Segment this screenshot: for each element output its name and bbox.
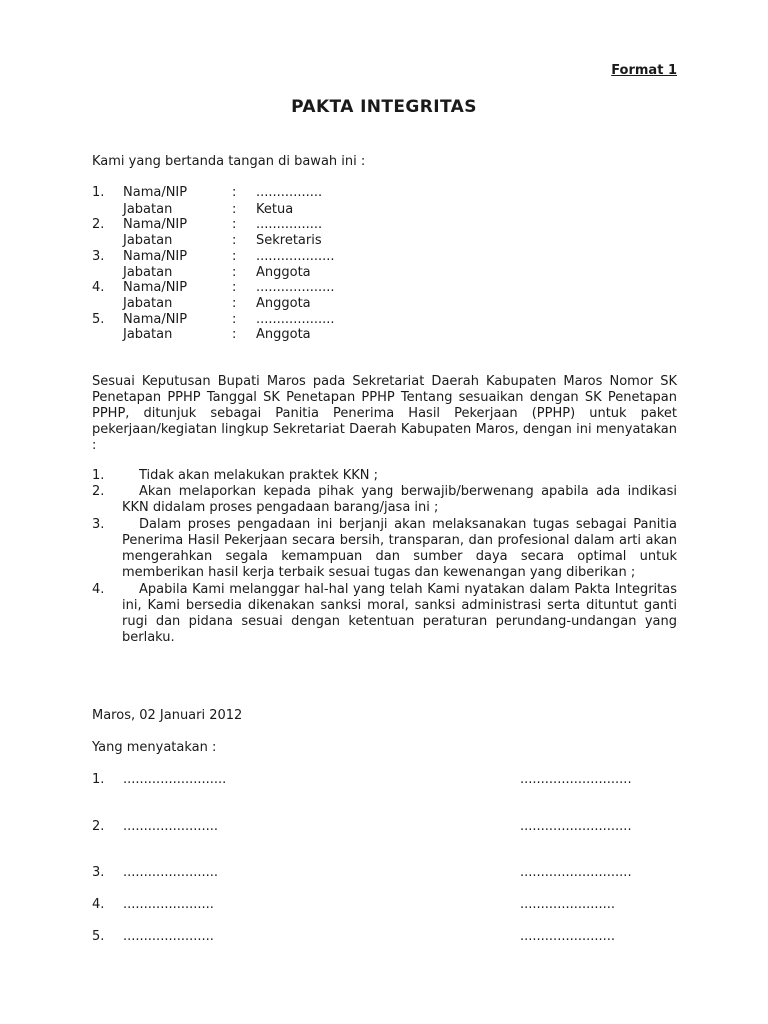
- name-nip-label: Nama/NIP: [123, 312, 188, 327]
- signature-sign-line: ...........................: [520, 865, 632, 880]
- signature-name-line: .........................: [123, 772, 227, 787]
- jabatan-label: Jabatan: [123, 327, 173, 342]
- intro-text: Kami yang bertanda tangan di bawah ini :: [92, 154, 366, 169]
- member-number: 1.: [92, 185, 105, 200]
- statement-line: berlaku.: [122, 630, 175, 645]
- signature-sign-line: ...........................: [520, 772, 632, 787]
- colon: :: [232, 296, 237, 311]
- statement-number: 2.: [92, 484, 105, 499]
- statement-line: Tidak akan melakukan praktek KKN ;: [139, 468, 379, 483]
- statement-line: mengerahkan segala kemampuan dan sumber daya secara optimal untuk: [122, 549, 677, 564]
- decision-paragraph: [92, 374, 677, 454]
- paragraph-line: Sesuai Keputusan Bupati Maros pada Sekretariat Daerah Kabupaten Maros Nomor SK: [92, 374, 677, 389]
- statement-line: Apabila Kami melanggar hal-hal yang telah Kami nyatakan dalam Pakta Integritas: [139, 582, 677, 597]
- colon: :: [232, 217, 237, 232]
- paragraph-line: Penetapan PPHP Tanggal SK Penetapan PPHP Tentang sesuaikan dengan SK Penetapan: [92, 390, 677, 405]
- statement-number: 3.: [92, 517, 105, 532]
- declarer-label: Yang menyatakan :: [92, 740, 217, 755]
- jabatan-label: Jabatan: [123, 202, 173, 217]
- name-nip-value: ................: [256, 217, 323, 232]
- signature-name-line: ......................: [123, 897, 214, 912]
- statement-number: 1.: [92, 468, 105, 483]
- statement-line: memberikan hasil kerja terbaik sesuai tugas dan kewenangan yang diberikan ;: [122, 565, 636, 580]
- jabatan-label: Jabatan: [123, 296, 173, 311]
- jabatan-value: Anggota: [256, 265, 311, 280]
- colon: :: [232, 280, 237, 295]
- statement-line: Penerima Hasil Pekerjaan secara bersih, transparan, dan profesional dalam arti akan: [122, 533, 677, 548]
- signature-name-line: .......................: [123, 865, 219, 880]
- name-nip-value: ...................: [256, 249, 335, 264]
- colon: :: [232, 249, 237, 264]
- jabatan-label: Jabatan: [123, 233, 173, 248]
- signature-number: 5.: [92, 929, 105, 944]
- colon: :: [232, 312, 237, 327]
- jabatan-value: Sekretaris: [256, 233, 322, 248]
- signature-name-line: .......................: [123, 819, 219, 834]
- colon: :: [232, 327, 237, 342]
- paragraph-line: PPHP, ditunjuk sebagai Panitia Penerima Hasil Pekerjaan (PPHP) untuk paket: [92, 406, 677, 421]
- jabatan-value: Anggota: [256, 296, 311, 311]
- colon: :: [232, 265, 237, 280]
- member-number: 2.: [92, 217, 105, 232]
- signature-number: 3.: [92, 865, 105, 880]
- colon: :: [232, 202, 237, 217]
- jabatan-label: Jabatan: [123, 265, 173, 280]
- name-nip-value: ................: [256, 185, 323, 200]
- signature-number: 2.: [92, 819, 105, 834]
- signature-sign-line: .......................: [520, 929, 616, 944]
- statement-line: KKN didalam proses pengadaan barang/jasa ini ;: [122, 500, 439, 515]
- name-nip-label: Nama/NIP: [123, 185, 188, 200]
- signature-sign-line: .......................: [520, 897, 616, 912]
- document-title: PAKTA INTEGRITAS: [291, 97, 477, 117]
- jabatan-value: Ketua: [256, 202, 294, 217]
- name-nip-value: ...................: [256, 280, 335, 295]
- signature-number: 1.: [92, 772, 105, 787]
- place-date: Maros, 02 Januari 2012: [92, 708, 243, 723]
- name-nip-label: Nama/NIP: [123, 217, 188, 232]
- member-number: 4.: [92, 280, 105, 295]
- format-label: Format 1: [611, 63, 677, 78]
- member-number: 3.: [92, 249, 105, 264]
- paragraph-line: pekerjaan/kegiatan lingkup Sekretariat Daerah Kabupaten Maros, dengan ini menyatakan: [92, 422, 677, 437]
- name-nip-value: ...................: [256, 312, 335, 327]
- statement-line: Akan melaporkan kepada pihak yang berwajib/berwenang apabila ada indikasi: [139, 484, 677, 499]
- statement-number: 4.: [92, 582, 105, 597]
- name-nip-label: Nama/NIP: [123, 249, 188, 264]
- colon: :: [232, 185, 237, 200]
- member-number: 5.: [92, 312, 105, 327]
- statement-line: rugi dan pidana sesuai dengan ketentuan peraturan perundang-undangan yang: [122, 614, 677, 629]
- statement-line: ini, Kami bersedia dikenakan sanksi moral, sanksi administrasi serta dituntut ganti: [122, 598, 677, 613]
- jabatan-value: Anggota: [256, 327, 311, 342]
- signature-name-line: ......................: [123, 929, 214, 944]
- paragraph-line: :: [92, 438, 97, 453]
- statement-line: Dalam proses pengadaan ini berjanji akan melaksanakan tugas sebagai Panitia: [139, 517, 677, 532]
- signature-sign-line: ...........................: [520, 819, 632, 834]
- signature-number: 4.: [92, 897, 105, 912]
- colon: :: [232, 233, 237, 248]
- name-nip-label: Nama/NIP: [123, 280, 188, 295]
